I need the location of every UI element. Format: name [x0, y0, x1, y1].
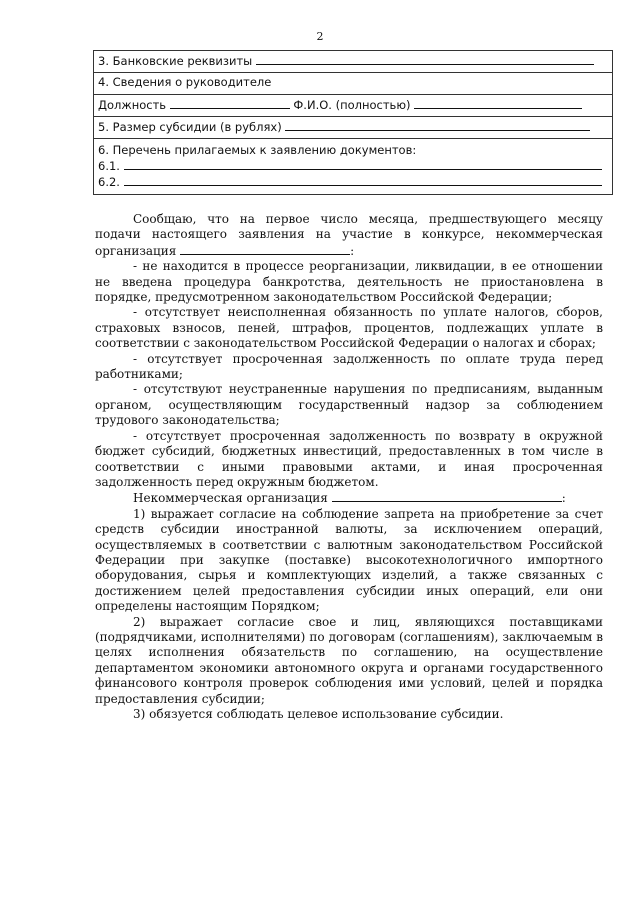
- consent-clause: 2) выражает согласие свое и лиц, являющихся поставщиками (подрядчиками, исполнителями) по договорам (соглашениям), заключаемым в целях исполнения обязательств по соглашению, на осуществление департаментом экономики автономного округа и органами государственного финансового контроля проверок соблюдения ими условий, целей и порядка предоставления субсидии;: [95, 614, 603, 706]
- document-item-field[interactable]: [124, 174, 602, 186]
- bank-details-field[interactable]: [256, 53, 594, 65]
- subsidy-amount-label: 5. Размер субсидии (в рублях): [98, 120, 282, 134]
- consent-clause: 3) обязуется соблюдать целевое использование субсидии.: [133, 707, 504, 721]
- organization-paragraph: [95, 490, 603, 506]
- organization-name-field[interactable]: [180, 243, 350, 255]
- page-number: 2: [316, 30, 324, 43]
- documents-row: [94, 139, 613, 195]
- document-item-number: 6.2.: [98, 175, 120, 189]
- documents-title: 6. Перечень прилагаемых к заявлению документов:: [98, 143, 417, 157]
- organization-colon: :: [561, 491, 566, 506]
- intro-colon: :: [350, 243, 355, 258]
- position-fio-row: [94, 95, 613, 117]
- application-form-table: [93, 50, 613, 195]
- subsidy-amount-field[interactable]: [285, 119, 590, 131]
- fio-field[interactable]: [414, 97, 582, 109]
- position-label: Должность: [98, 98, 167, 112]
- condition-item: - отсутствует просроченная задолженность по оплате труда перед работниками;: [95, 351, 603, 382]
- head-info-row: [94, 73, 613, 95]
- head-info-label: 4. Сведения о руководителе: [98, 75, 272, 89]
- condition-item: - отсутствует неисполненная обязанность по уплате налогов, сборов, страховых взносов, пеней, штрафов, процентов, подлежащих уплате в соответствии с законодательством Российской Федерации о налогах и сборах;: [95, 305, 603, 351]
- intro-paragraph: [95, 212, 603, 259]
- bank-details-row: [94, 51, 613, 73]
- organization-label: Некоммерческая организация: [133, 491, 328, 506]
- condition-item: - отсутствует просроченная задолженность по возврату в окружной бюджет субсидий, бюджетных инвестиций, предоставленных в том числе в соответствии с иными правовыми актами, и иная просроченная задолженность перед окружным бюджетом.: [95, 428, 603, 489]
- subsidy-amount-row: [94, 117, 613, 139]
- consent-clause: 1) выражает согласие на соблюдение запрета на приобретение за счет средств субсидии иностранной валюты, за исключением операций, осуществляемых в соответствии с валютным законодательством Российской Федерации при закупке (поставке) высокотехнологичного импортного оборудования, сырья и комплектующих изделий, а также связанных с достижением целей предоставления субсидии иных операций, ели они определены настоящим Порядком;: [95, 506, 603, 614]
- document-item: [98, 174, 608, 190]
- intro-text: Сообщаю, что на первое число месяца, предшествующего месяцу подачи настоящего заявления на участие в конкурсе, некоммерческая организация: [95, 212, 603, 258]
- declaration-body: [95, 212, 603, 722]
- document-item-number: 6.1.: [98, 159, 120, 173]
- bank-details-label: 3. Банковские реквизиты: [98, 54, 253, 68]
- position-field[interactable]: [170, 97, 290, 109]
- fio-label: Ф.И.О. (полностью): [293, 98, 411, 112]
- condition-item: - не находится в процессе реорганизации, ликвидации, в ее отношении не введена процедура банкротства, деятельность не приостановлена в порядке, предусмотренном законодательством Российской Федерации;: [95, 259, 603, 305]
- document-item: [98, 158, 608, 174]
- organization-field[interactable]: [332, 490, 562, 502]
- document-item-field[interactable]: [124, 158, 602, 170]
- condition-item: - отсутствуют неустраненные нарушения по предписаниям, выданным органом, осуществляющим государственный надзор за соблюдением трудового законодательства;: [95, 382, 603, 428]
